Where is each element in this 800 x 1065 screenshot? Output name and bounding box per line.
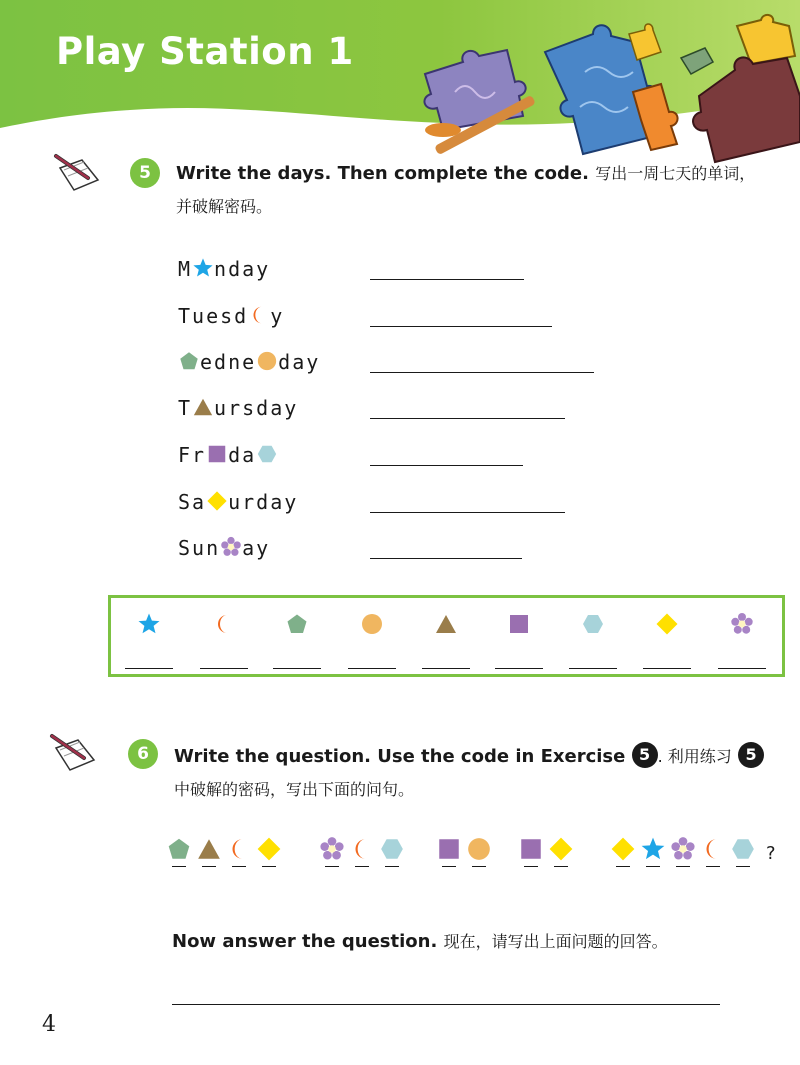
- coded-day-word: [178, 393, 298, 423]
- coded-day-word: [178, 301, 284, 331]
- day-letters: Fr: [178, 443, 207, 467]
- moon-icon: [212, 612, 236, 636]
- coded-letter: [610, 836, 640, 866]
- code-key-write-line[interactable]: [348, 668, 396, 669]
- diamond-icon: [610, 836, 636, 862]
- square-icon: [436, 836, 462, 862]
- day-letters: ay: [242, 536, 271, 560]
- code-key-symbol: [199, 612, 249, 640]
- letter-write-line[interactable]: [646, 866, 660, 867]
- moon-icon: [700, 836, 726, 862]
- code-key-symbol: [568, 612, 618, 640]
- answer-write-line[interactable]: [172, 1004, 720, 1005]
- letter-write-line[interactable]: [676, 866, 690, 867]
- code-key-write-line[interactable]: [718, 668, 766, 669]
- code-key-write-line[interactable]: [125, 668, 173, 669]
- day-letters: T: [178, 396, 193, 420]
- day-letters: Sun: [178, 536, 221, 560]
- answer-instruction-zh: 现在，请写出上面问题的回答。: [443, 932, 668, 951]
- day-write-line[interactable]: [370, 418, 565, 419]
- coded-letter: [436, 836, 466, 866]
- coded-day-word: [178, 533, 270, 563]
- coded-letter: [466, 836, 496, 866]
- moon-icon: [248, 304, 270, 326]
- code-key-write-line[interactable]: [422, 668, 470, 669]
- letter-write-line[interactable]: [232, 866, 246, 867]
- day-write-line[interactable]: [370, 512, 565, 513]
- flower-icon: [319, 836, 345, 862]
- coded-letter: [670, 836, 700, 866]
- letter-write-line[interactable]: [554, 866, 568, 867]
- diamond-icon: [655, 612, 679, 636]
- letter-write-line[interactable]: [706, 866, 720, 867]
- star-icon: [192, 257, 214, 279]
- coded-letter: [319, 836, 349, 866]
- exercise-5-instruction: [176, 157, 776, 223]
- triangle-icon: [196, 836, 222, 862]
- hexagon-icon: [256, 443, 278, 465]
- letter-write-line[interactable]: [736, 866, 750, 867]
- circle-icon: [256, 350, 278, 372]
- instruction-zh: . 利用练习: [657, 747, 732, 766]
- day-letters: M: [178, 257, 193, 281]
- coded-letter: [700, 836, 730, 866]
- day-write-line[interactable]: [370, 465, 523, 466]
- star-icon: [137, 612, 161, 636]
- day-write-line[interactable]: [370, 372, 594, 373]
- flower-icon: [220, 536, 242, 558]
- day-letters: da: [228, 443, 257, 467]
- day-letters: edne: [200, 350, 257, 374]
- circle-icon: [466, 836, 492, 862]
- letter-write-line[interactable]: [325, 866, 339, 867]
- square-icon: [507, 612, 531, 636]
- square-icon: [518, 836, 544, 862]
- moon-icon: [226, 836, 252, 862]
- exercise-ref-number: 5: [632, 742, 658, 768]
- page-number: 4: [42, 1012, 56, 1037]
- day-letters: urday: [228, 490, 299, 514]
- instruction-zh: 写出一周七天的单词，: [595, 164, 756, 183]
- coded-day-word: [178, 487, 298, 517]
- letter-write-line[interactable]: [172, 866, 186, 867]
- coded-letter: [256, 836, 286, 866]
- day-letters: Sa: [178, 490, 207, 514]
- letter-write-line[interactable]: [524, 866, 538, 867]
- pentagon-icon: [166, 836, 192, 862]
- exercise-number-5: 5: [130, 158, 160, 188]
- moon-icon: [349, 836, 375, 862]
- star-icon: [640, 836, 666, 862]
- code-key-write-line[interactable]: [495, 668, 543, 669]
- answer-instruction: [172, 925, 772, 958]
- coded-letter: [196, 836, 226, 866]
- day-letters: ursday: [214, 396, 299, 420]
- instruction-en: Write the days. Then complete the code.: [176, 163, 589, 184]
- letter-write-line[interactable]: [442, 866, 456, 867]
- exercise-number-6: 6: [128, 739, 158, 769]
- coded-day-word: [178, 347, 320, 377]
- triangle-icon: [192, 396, 214, 418]
- code-key-symbol: [717, 612, 767, 640]
- code-key-write-line[interactable]: [273, 668, 321, 669]
- hexagon-icon: [581, 612, 605, 636]
- instruction-zh-line2: 中破解的密码，写出下面的问句。: [174, 780, 415, 799]
- diamond-icon: [206, 490, 228, 512]
- flower-icon: [670, 836, 696, 862]
- instruction-zh-line2: 并破解密码。: [176, 197, 273, 216]
- coded-letter: [730, 836, 760, 866]
- code-key-symbol: [642, 612, 692, 640]
- exercise-6-instruction: [174, 740, 794, 806]
- letter-write-line[interactable]: [472, 866, 486, 867]
- letter-write-line[interactable]: [262, 866, 276, 867]
- day-write-line[interactable]: [370, 558, 522, 559]
- pentagon-icon: [285, 612, 309, 636]
- code-key-write-line[interactable]: [200, 668, 248, 669]
- day-letters: Tuesd: [178, 304, 249, 328]
- square-icon: [206, 443, 228, 465]
- code-key-symbol: [124, 612, 174, 640]
- coded-letter: [349, 836, 379, 866]
- code-key-box: [108, 595, 785, 677]
- code-key-symbol: [494, 612, 544, 640]
- diamond-icon: [548, 836, 574, 862]
- flower-icon: [730, 612, 754, 636]
- code-key-write-line[interactable]: [643, 668, 691, 669]
- hexagon-icon: [730, 836, 756, 862]
- coded-day-word: [178, 440, 278, 470]
- hexagon-icon: [379, 836, 405, 862]
- pencil-icon: [48, 730, 102, 772]
- pentagon-icon: [178, 350, 200, 372]
- code-key-symbol: [421, 612, 471, 640]
- instruction-en: Write the question. Use the code in Exercise: [174, 746, 626, 767]
- day-letters: day: [278, 350, 321, 374]
- coded-letter: [379, 836, 409, 866]
- letter-write-line[interactable]: [202, 866, 216, 867]
- circle-icon: [360, 612, 384, 636]
- coded-letter: [166, 836, 196, 866]
- day-write-line[interactable]: [370, 326, 552, 327]
- puzzle-pieces-illustration: [415, 12, 800, 164]
- question-mark: ?: [766, 843, 776, 864]
- letter-write-line[interactable]: [355, 866, 369, 867]
- coded-letter: [548, 836, 578, 866]
- letter-write-line[interactable]: [616, 866, 630, 867]
- diamond-icon: [256, 836, 282, 862]
- day-letters: nday: [214, 257, 271, 281]
- day-letters: y: [270, 304, 285, 328]
- coded-letter: [226, 836, 256, 866]
- code-key-write-line[interactable]: [569, 668, 617, 669]
- coded-day-word: [178, 254, 270, 284]
- code-key-symbol: [347, 612, 397, 640]
- pencil-icon: [52, 150, 106, 192]
- page-title: Play Station 1: [56, 30, 354, 73]
- letter-write-line[interactable]: [385, 866, 399, 867]
- triangle-icon: [434, 612, 458, 636]
- coded-letter: [640, 836, 670, 866]
- exercise-ref-number: 5: [738, 742, 764, 768]
- code-key-symbol: [272, 612, 322, 640]
- answer-instruction-en: Now answer the question.: [172, 931, 438, 952]
- day-write-line[interactable]: [370, 279, 524, 280]
- coded-letter: [518, 836, 548, 866]
